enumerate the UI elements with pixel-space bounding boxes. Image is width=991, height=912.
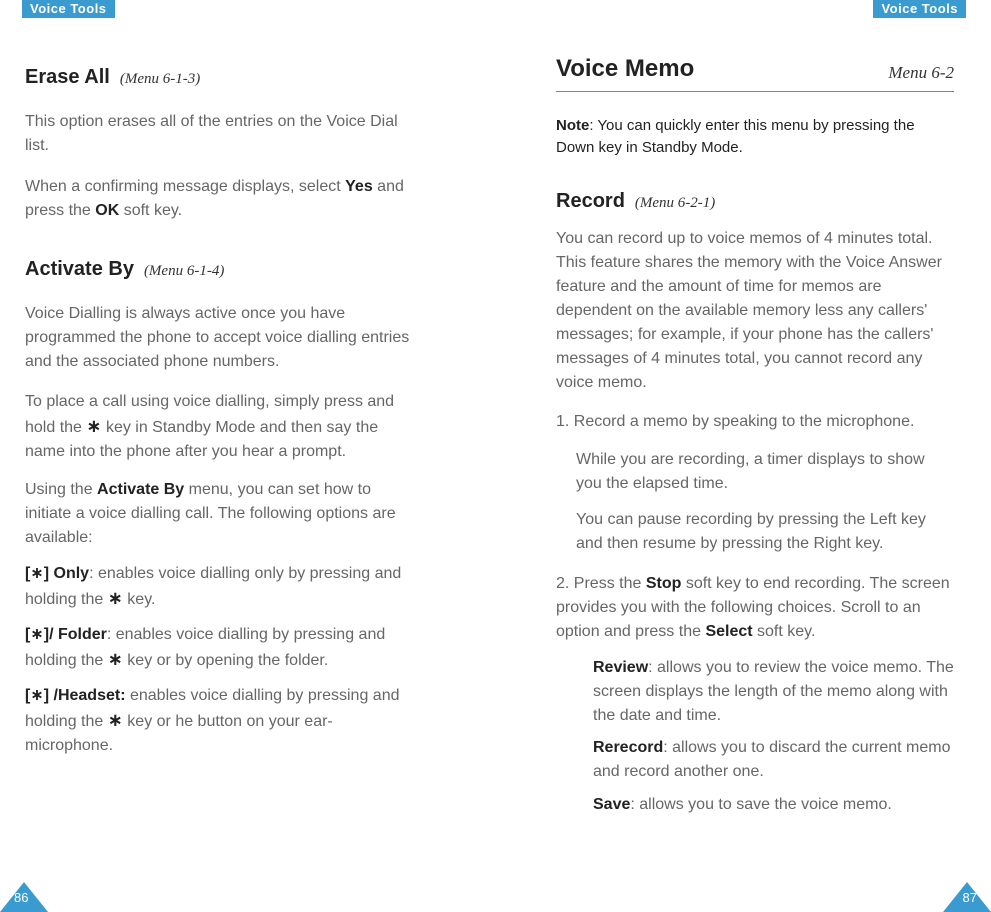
- voice-memo-menu-ref: Menu 6-2: [888, 63, 954, 82]
- record-step1: 1. Record a memo by speaking to the microphone.: [556, 413, 915, 430]
- ok-label: OK: [95, 202, 120, 219]
- option-folder: [∗]/ Folder: enables voice dialling by pressing and holding the ∗ key or by opening the folder.: [25, 626, 386, 669]
- voice-memo-header: [556, 55, 954, 92]
- voice-memo-title: Voice Memo: [556, 55, 695, 82]
- erase-all-p2: When a confirming message displays, select Yes and press the OK soft key.: [25, 178, 404, 219]
- page-number-right: 87: [962, 890, 977, 905]
- erase-all-menu-ref: (Menu 6-1-3): [119, 71, 201, 87]
- record-step2: 2. Press the Stop soft key to end recording. The screen provides you with the following choices. Scroll to an option and press the Select soft key.: [556, 575, 950, 640]
- section-tab-left: Voice Tools: [22, 0, 115, 18]
- record-heading: [556, 190, 715, 213]
- option-headset: [∗] /Headset: enables voice dialling by pressing and holding the ∗ key or he button on your ear-microphone.: [25, 687, 400, 754]
- rerecord-label: Rerecord: [593, 739, 664, 756]
- record-title: Record: [556, 190, 625, 212]
- review-label: Review: [593, 659, 649, 676]
- stop-label: Stop: [645, 575, 682, 592]
- yes-label: Yes: [345, 178, 373, 195]
- note-text: : You can quickly enter this menu by pressing the Down key in Standby Mode.: [556, 117, 915, 156]
- activate-by-p2: To place a call using voice dialling, simply press and hold the ∗ key in Standby Mode and then say the name into the phone after you hear a prompt.: [25, 393, 395, 460]
- record-menu-ref: (Menu 6-2-1): [634, 195, 716, 211]
- activate-by-title: Activate By: [25, 258, 134, 280]
- select-label: Select: [705, 623, 753, 640]
- activate-by-menu-ref: (Menu 6-1-4): [143, 263, 225, 279]
- activate-by-bold: Activate By: [97, 481, 185, 498]
- section-tab-right: Voice Tools: [873, 0, 966, 18]
- record-step1-a: While you are recording, a timer displays to show you the elapsed time.: [576, 451, 925, 492]
- erase-all-p1: This option erases all of the entries on the Voice Dial list.: [25, 113, 398, 154]
- erase-all-heading: [25, 66, 200, 89]
- activate-by-p1: Voice Dialling is always active once you have programmed the phone to accept voice dialling entries and the associated phone numbers.: [25, 305, 410, 370]
- rerecord-option: Rerecord: allows you to discard the current memo and record another one.: [593, 739, 951, 780]
- option-only-label: [∗] Only: [25, 565, 90, 582]
- star-key-icon: ∗: [107, 588, 123, 608]
- note-block: [556, 115, 952, 159]
- activate-by-heading: [25, 258, 224, 281]
- note-label: Note: [556, 117, 590, 134]
- activate-by-p3: Using the Activate By menu, you can set how to initiate a voice dialling call. The following options are available:: [25, 481, 396, 546]
- star-key-icon: ∗: [86, 416, 102, 436]
- record-p1: You can record up to voice memos of 4 minutes total. This feature shares the memory with the Voice Answer feature and the amount of time for memos are dependent on the available memory less any callers' messages; for example, if your phone has the callers' messages of 4 minutes total, you cannot record any voice memo.: [556, 230, 942, 391]
- option-only: [∗] Only: enables voice dialling only by pressing and holding the ∗ key.: [25, 565, 402, 608]
- save-label: Save: [593, 796, 631, 813]
- record-step1-b: You can pause recording by pressing the Left key and then resume by pressing the Right key.: [576, 511, 926, 552]
- option-folder-label: [∗]/ Folder: [25, 626, 107, 643]
- erase-all-title: Erase All: [25, 66, 110, 88]
- review-option: Review: allows you to review the voice memo. The screen displays the length of the memo along with the date and time.: [593, 659, 954, 724]
- star-key-icon: ∗: [107, 649, 123, 669]
- save-option: Save: allows you to save the voice memo.: [593, 796, 892, 813]
- page-number-left: 86: [14, 890, 29, 905]
- star-key-icon: ∗: [107, 710, 123, 730]
- option-headset-label: [∗] /Headset:: [25, 687, 126, 704]
